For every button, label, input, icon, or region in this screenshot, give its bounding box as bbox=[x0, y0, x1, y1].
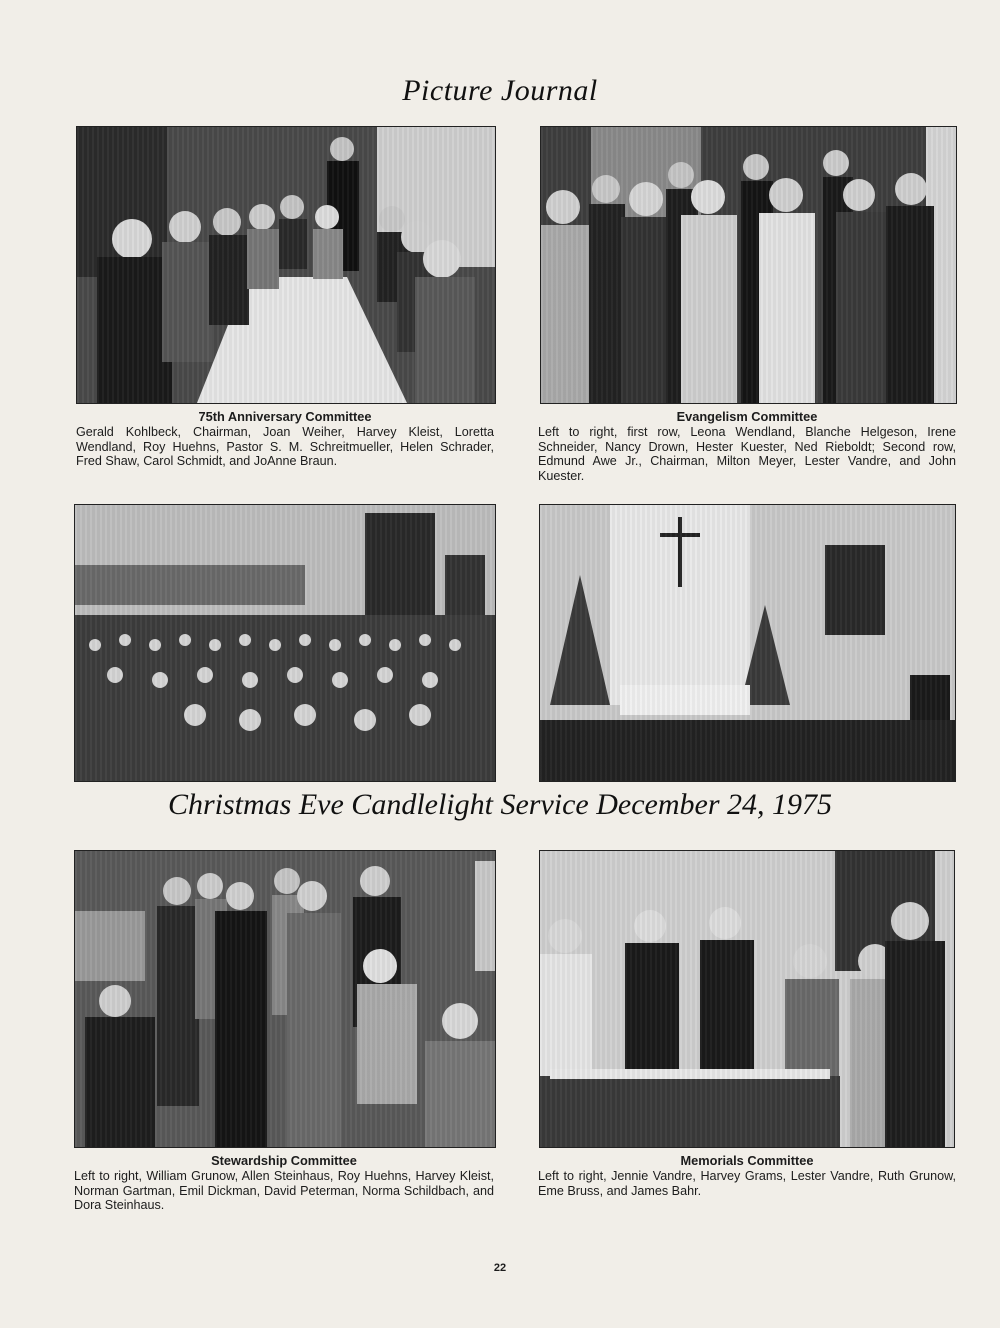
caption-text: Left to right, William Grunow, Allen Steinhaus, Roy Huehns, Harvey Kleist, Norman Gartman, Emil Dickman, David Peterman, Norma Schildbach, and Dora Steinhaus. bbox=[74, 1169, 494, 1213]
photo-congregation bbox=[74, 504, 496, 782]
caption-anniversary-committee bbox=[76, 410, 494, 469]
caption-title: Memorials Committee bbox=[680, 1153, 814, 1168]
caption-stewardship-committee bbox=[74, 1154, 494, 1213]
page-title: Picture Journal bbox=[402, 74, 598, 107]
altar-illustration bbox=[540, 505, 955, 781]
photo-anniversary-committee bbox=[76, 126, 496, 404]
caption-evangelism-committee bbox=[538, 410, 956, 483]
photo-stewardship-committee bbox=[74, 850, 496, 1148]
photo-evangelism-committee bbox=[540, 126, 957, 404]
photo-memorials-committee bbox=[539, 850, 955, 1148]
caption-title: Evangelism Committee bbox=[676, 409, 818, 424]
page-number: 22 bbox=[493, 1262, 507, 1274]
caption-text: Left to right, first row, Leona Wendland, Blanche Helgeson, Irene Schneider, Nancy Drown, Hester Kuester, Ned Rieboldt; Second row, Edmund Awe Jr., Chairman, Milton Meyer, Lester Vandre, and John Kuester. bbox=[538, 425, 956, 483]
caption-memorials-committee bbox=[538, 1154, 956, 1198]
caption-text: Gerald Kohlbeck, Chairman, Joan Weiher, Harvey Kleist, Loretta Wendland, Roy Huehns, Pastor S. M. Schreitmueller, Helen Schrader, Fred Shaw, Carol Schmidt, and JoAnne Braun. bbox=[76, 425, 494, 469]
group-seated-illustration bbox=[75, 851, 495, 1147]
caption-text: Left to right, Jennie Vandre, Harvey Grams, Lester Vandre, Ruth Grunow, Eme Bruss, and James Bahr. bbox=[538, 1169, 956, 1198]
group-standing-illustration bbox=[541, 127, 956, 403]
group-lectern-illustration bbox=[540, 851, 954, 1147]
congregation-illustration bbox=[75, 505, 495, 781]
table-meeting-illustration bbox=[77, 127, 495, 403]
photo-altar bbox=[539, 504, 956, 782]
banner-christmas-eve: Christmas Eve Candlelight Service December 24, 1975 bbox=[167, 788, 833, 821]
caption-title: Stewardship Committee bbox=[211, 1153, 357, 1168]
caption-title: 75th Anniversary Committee bbox=[198, 409, 372, 424]
